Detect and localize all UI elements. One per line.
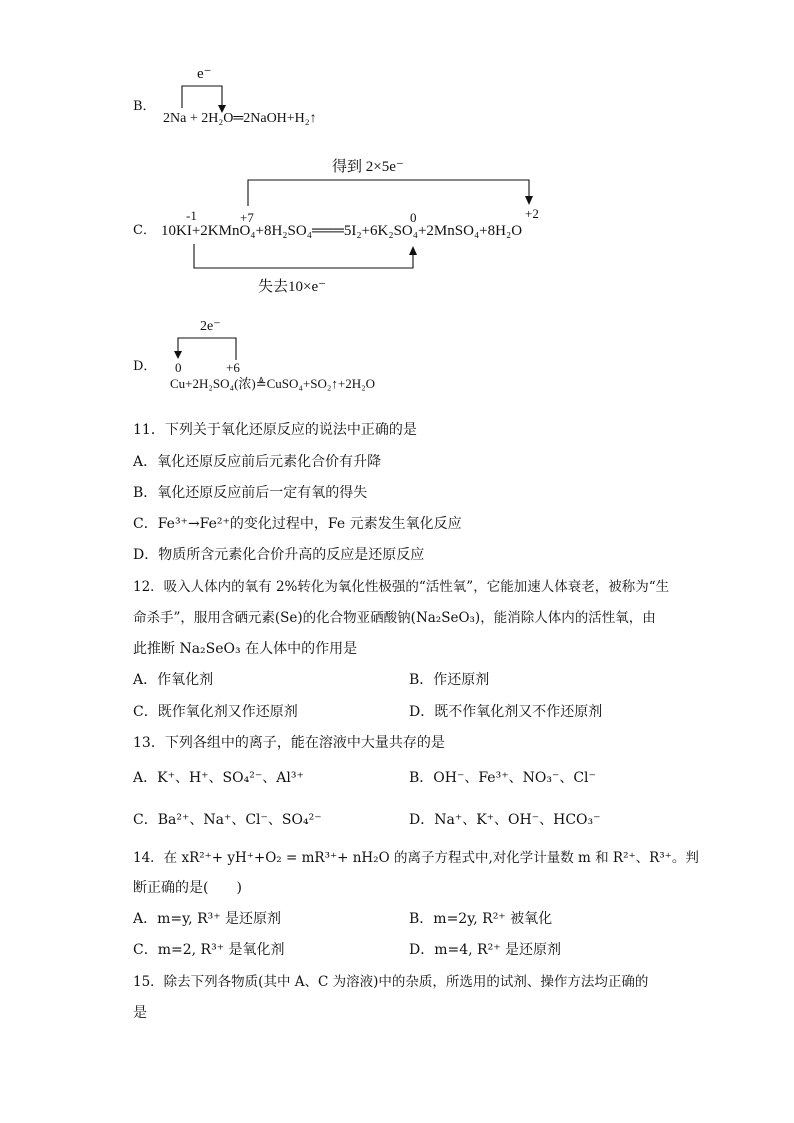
q15-stem-line2: 是 — [133, 1005, 147, 1021]
equation-b: 2Na + 2H₂O═2NaOH+H₂↑ — [163, 111, 317, 126]
q14-option-d: D．m=4, R²⁺ 是还原剂 — [409, 942, 562, 958]
q14-option-b: B．m=2y, R²⁺ 被氧化 — [409, 911, 553, 927]
q13-option-b: B．OH⁻、Fe³⁺、NO₃⁻、Cl⁻ — [409, 770, 596, 786]
q14-option-a: A．m=y, R³⁺ 是还原剂 — [133, 911, 282, 927]
q14-option-c: C．m=2, R³⁺ 是氧化剂 — [133, 942, 285, 958]
q11-stem: 11．下列关于氧化还原反应的说法中正确的是 — [133, 422, 417, 438]
option-b-label: B． — [133, 99, 156, 114]
q11-option-a: A．氧化还原反应前后元素化合价有升降 — [133, 454, 382, 470]
ox-state-s: +6 — [226, 360, 240, 375]
ox-state-cu: 0 — [175, 360, 182, 375]
option-c-label: C． — [133, 223, 156, 238]
q14-stem-line2: 断正确的是( ) — [133, 880, 242, 896]
option-d-label: D． — [133, 359, 157, 374]
q13-stem: 13．下列各组中的离子，能在溶液中大量共存的是 — [133, 735, 445, 751]
electron-label-d: 2e⁻ — [200, 319, 221, 334]
lose-electron-text: 失去10×e⁻ — [258, 279, 327, 295]
q13-option-c: C．Ba²⁺、Na⁺、Cl⁻、SO₄²⁻ — [133, 812, 322, 828]
q12-option-a: A．作氧化剂 — [133, 672, 214, 688]
q12-option-b: B．作还原剂 — [409, 672, 490, 688]
equation-d: Cu+2H₂SO₄(浓)≜CuSO₄+SO₂↑+2H₂O — [170, 376, 376, 391]
ox-state-ki: -1 — [186, 208, 197, 223]
q12-stem-line1: 12．吸入人体内的氧有 2%转化为氧化性极强的“活性氧”，它能加速人体衰老，被称为“生 — [133, 579, 670, 595]
ox-state-mn-left: +7 — [240, 210, 254, 225]
q15-stem-line1: 15．除去下列各物质(其中 A、C 为溶液)中的杂质，所选用的试剂、操作方法均正确的 — [133, 974, 649, 990]
q11-option-b: B．氧化还原反应前后一定有氧的得失 — [133, 485, 368, 501]
gain-electron-text: 得到 2×5e⁻ — [332, 159, 404, 175]
q13-option-a: A．K⁺、H⁺、SO₄²⁻、Al³⁺ — [133, 770, 304, 786]
electron-label-b: e⁻ — [197, 66, 212, 82]
ox-state-mn-right: +2 — [525, 206, 539, 221]
q13-option-d: D．Na⁺、K⁺、OH⁻、HCO₃⁻ — [409, 812, 601, 828]
q11-option-c: C．Fe³⁺→Fe²⁺的变化过程中，Fe 元素发生氧化反应 — [133, 516, 462, 532]
q14-stem-line1: 14．在 xR²⁺+ yH⁺+O₂ = mR³⁺+ nH₂O 的离子方程式中,对化学计量数 m 和 R²⁺、R³⁺。判 — [133, 850, 699, 866]
q12-stem-line2: 命杀手”，服用含硒元素(Se)的化合物亚硒酸钠(Na₂SeO₃)，能消除人体内的活性氧，由 — [133, 610, 656, 626]
q12-option-d: D．既不作氧化剂又不作还原剂 — [409, 704, 603, 720]
ox-state-i2: 0 — [410, 210, 417, 225]
equation-c: 10KI+2KMnO₄+8H₂SO₄═══5I₂+6K₂SO₄+2MnSO₄+8H₂O — [161, 223, 523, 239]
q12-stem-line3: 此推断 Na₂SeO₃ 在人体中的作用是 — [133, 641, 358, 657]
q12-option-c: C．既作氧化剂又作还原剂 — [133, 704, 298, 720]
q11-option-d: D．物质所含元素化合价升高的反应是还原反应 — [133, 547, 425, 563]
